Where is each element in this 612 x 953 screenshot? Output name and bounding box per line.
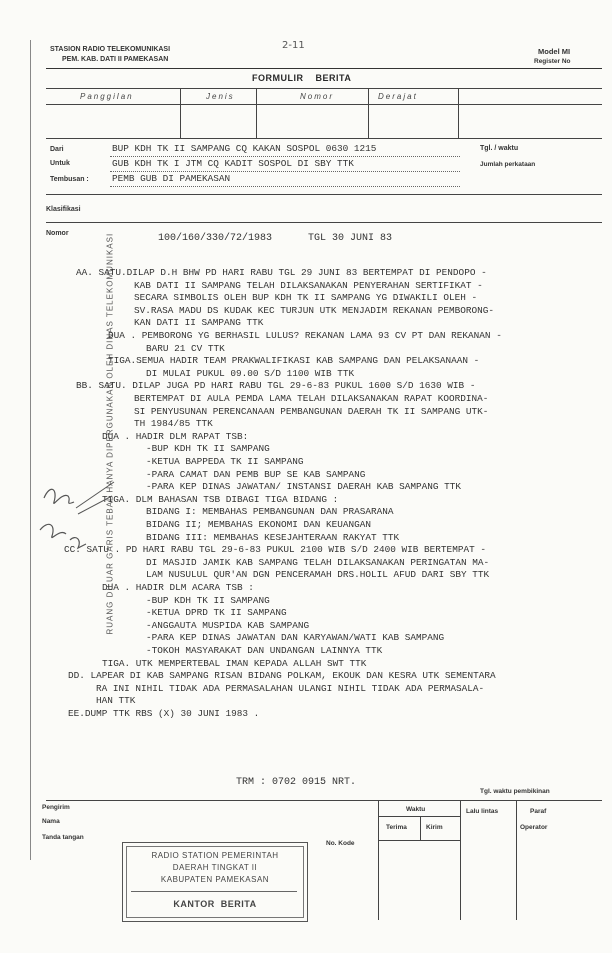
stamp-line-2: DAERAH TINGKAT II [172, 863, 258, 872]
body-line: CC. SATU . PD HARI RABU TGL 29-6-83 PUKUL 2100 WIB S/D 2400 WIB BERTEMPAT - [64, 544, 486, 556]
body-line: DI MULAI PUKUL 09.00 S/D 1100 WIB TTK [146, 367, 355, 379]
terima-label: Terima [386, 824, 407, 831]
body-line: -KETUA DPRD TK II SAMPANG [146, 607, 287, 619]
operator-label: Operator [520, 824, 548, 831]
body-line: SV.RASA MADU DS KUDAK KEC TURJUN UTK MENJADIM REKANAN PEMBORONG- [134, 304, 495, 316]
reference-number: 100/160/330/72/1983 TGL 30 JUNI 83 [158, 233, 393, 244]
klasifikasi-label: Klasifikasi [46, 206, 81, 213]
body-line: BIDANG I: MEMBAHAS PEMBANGUNAN DAN PRASARANA [146, 506, 394, 518]
body-line: DUA . HADIR DLM RAPAT TSB: [102, 430, 249, 442]
body-line: KAN DATI II SAMPANG TTK [134, 317, 264, 329]
body-line: BB. SATU. DILAP JUGA PD HARI RABU TGL 29-6-83 PUKUL 1600 S/D 1630 WIB - [76, 380, 476, 392]
form-title: FORMULIR BERITA [252, 73, 352, 83]
to-label: Untuk [50, 160, 70, 167]
body-line: -BUP KDH TK II SAMPANG [146, 443, 270, 455]
office-stamp [122, 842, 308, 922]
body-line: DUA . PEMBORONG YG BERHASIL LULUS? REKANAN LAMA 93 CV PT DAN REKANAN - [108, 330, 502, 341]
body-line: HAN TTK [96, 695, 136, 707]
body-line: TIGA. UTK MEMPERTEBAL IMAN KEPADA ALLAH SWT TTK [102, 657, 367, 669]
nomor-label: Nomor [46, 230, 69, 237]
handwritten-initials [36, 478, 136, 568]
stamp-line-4: KANTOR BERITA [173, 899, 257, 909]
body-line: DUA . HADIR DLM ACARA TSB : [102, 582, 254, 593]
cc-value: PEMB GUB DI PAMEKASAN [112, 173, 231, 184]
paraf-label: Paraf [530, 808, 547, 815]
body-line: -ANGGAUTA MUSPIDA KAB SAMPANG [146, 619, 310, 631]
stamp-line-3: KABUPATEN PAMEKASAN [160, 875, 270, 884]
body-line: TH 1984/85 TTK [134, 418, 213, 430]
body-line: AA. SATU.DILAP D.H BHW PD HARI RABU TGL 29 JUNI 83 BERTEMPAT DI PENDOPO - [76, 267, 487, 278]
time-label: Tgl. / waktu [480, 145, 519, 152]
signature-label: Tanda tangan [42, 834, 84, 841]
body-line: BARU 21 CV TTK [146, 342, 225, 354]
body-line: -BUP KDH TK II SAMPANG [146, 594, 270, 606]
column-derajat: Derajat [378, 92, 418, 101]
column-panggilan: Panggilan [80, 92, 134, 101]
body-line: DI MASJID JAMIK KAB SAMPANG TELAH DILAKSANAKAN PERINGATAN MA- [146, 556, 490, 568]
body-line: BIDANG III: MEMBAHAS KESEJAHTERAAN RAKYAT TTK [146, 531, 400, 543]
column-nomor: Nomor [300, 92, 335, 101]
register-label: Register No [534, 58, 571, 65]
words-label: Jumlah perkataan [480, 161, 536, 168]
body-line: -PARA KEP DINAS JAWATAN/ INSTANSI DAERAH KAB SAMPANG TTK [146, 481, 462, 493]
body-line: EE.DUMP TTK RBS (X) 30 JUNI 1983 . [68, 708, 260, 719]
body-line: -PARA KEP DINAS JAWATAN DAN KARYAWAN/WATI KAB SAMPANG [146, 632, 445, 644]
from-label: Dari [50, 146, 64, 153]
body-line: KAB DATI II SAMPANG TELAH DILAKSANAKAN PENYERAHAN SERTIFIKAT - [134, 279, 483, 291]
from-value: BUP KDH TK II SAMPANG CQ KAKAN SOSPOL 0630 1215 [112, 143, 377, 154]
trm-line: TRM : 0702 0915 NRT. [236, 777, 357, 788]
body-line: DD. LAPEAR DI KAB SAMPANG RISAN BIDANG POLKAM, EKOUK DAN KESRA UTK SEMENTARA [68, 670, 496, 682]
kirim-label: Kirim [426, 824, 443, 831]
handwritten-mark: 2-11 [282, 40, 305, 51]
government-name: PEM. KAB. DATI II PAMEKASAN [62, 56, 169, 63]
body-line: SI PENYUSUNAN PERENCANAAN PEMBANGUNAN DAERAH TK II SAMPANG UTK- [134, 405, 489, 417]
to-value: GUB KDH TK I JTM CQ KADIT SOSPOL DI SBY TTK [112, 158, 354, 169]
lalu-lintas-label: Lalu lintas [466, 808, 499, 815]
body-line: -KETUA BAPPEDA TK II SAMPANG [146, 456, 304, 467]
code-label: No. Kode [326, 840, 355, 847]
station-name: STASION RADIO TELEKOMUNIKASI [50, 46, 171, 53]
body-line: RA INI NIHIL TIDAK ADA PERMASALAHAN ULANGI NIHIL TIDAK ADA PERMASALA- [96, 682, 485, 694]
name-label: Nama [42, 818, 60, 825]
body-line: -PARA CAMAT DAN PEMB BUP SE KAB SAMPANG [146, 468, 366, 480]
body-line: TIGA. DLM BAHASAN TSB DIBAGI TIGA BIDANG : [102, 493, 339, 505]
sender-label: Pengirim [42, 804, 70, 811]
stamp-line-1: RADIO STATION PEMERINTAH [151, 851, 279, 860]
model-label: Model MI [538, 47, 571, 56]
column-jenis: Jenis [206, 92, 235, 101]
waktu-label: Waktu [406, 806, 426, 813]
body-line: -TOKOH MASYARAKAT DAN UNDANGAN LAINNYA TTK [146, 645, 383, 656]
received-time-label: Tgl. waktu pembikinan [480, 788, 550, 795]
body-line: TIGA.SEMUA HADIR TEAM PRAKWALIFIKASI KAB SAMPANG DAN PELAKSANAAN - [108, 355, 480, 367]
body-line: SECARA SIMBOLIS OLEH BUP KDH TK II SAMPANG YG DIWAKILI OLEH - [134, 292, 478, 304]
body-line: BIDANG II; MEMBAHAS EKONOMI DAN KEUANGAN [146, 519, 372, 530]
body-line: LAM NUSULUL QUR'AN DGN PENCERAMAH DRS.HOLIL AFUD DARI SBY TTK [146, 569, 490, 581]
body-line: BERTEMPAT DI AULA PEMDA LAMA TELAH DILAKSANAKAN RAPAT KOORDINA- [134, 393, 489, 404]
side-notice: RUANG DILUAR GARIS TEBAL HANYA DIPERGUNAKAN OLEH DINAS TELEKOMUNIKASI [105, 232, 115, 635]
cc-label: Tembusan : [50, 176, 89, 183]
